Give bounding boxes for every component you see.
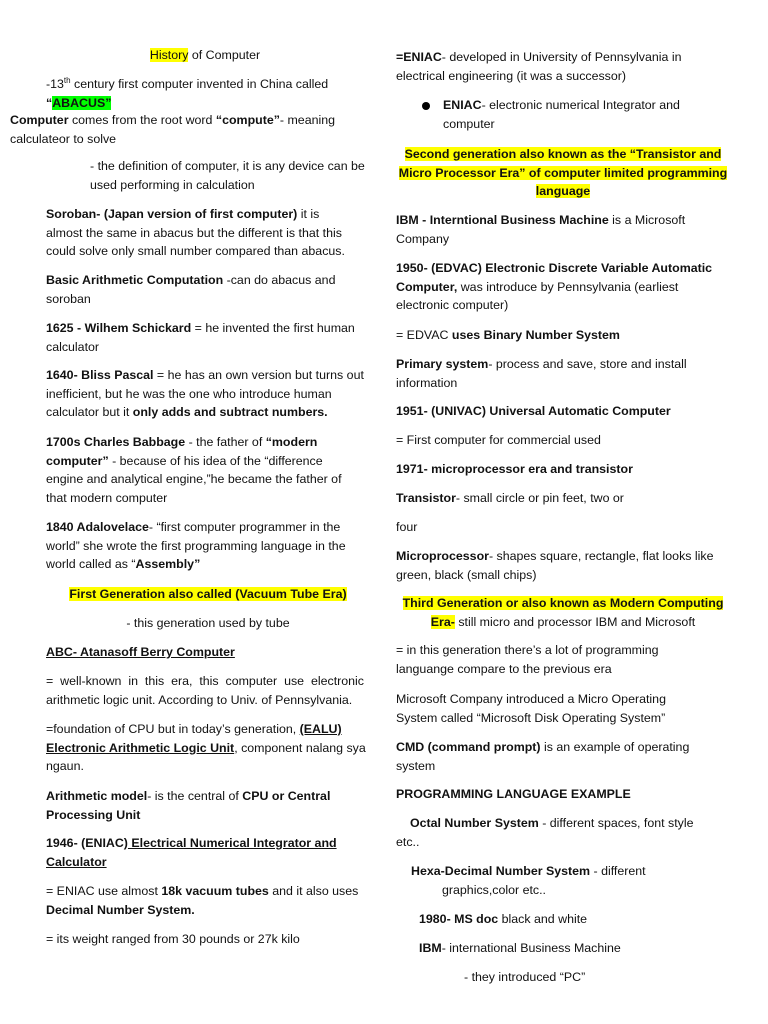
edvac-paragraph: 1950- (EDVAC) Electronic Discrete Variable Automatic Computer, was introduce by Pennsylvania (earliest electronic computer) xyxy=(396,261,713,312)
msdoc-paragraph: 1980- MS doc black and white xyxy=(419,912,588,926)
cmd-paragraph: CMD (command prompt) is an example of operating system xyxy=(396,740,690,773)
octal-paragraph: Octal Number System - different spaces, font style etc.. xyxy=(396,816,694,849)
hexa-paragraph: Hexa-Decimal Number System - different xyxy=(411,864,646,878)
hexa-continuation: graphics,color etc.. xyxy=(442,883,546,897)
eniac-use-paragraph: = ENIAC use almost 18k vacuum tubes and it also uses Decimal Number System. xyxy=(46,884,359,917)
third-generation-heading: Third Generation or also known as Modern Computing Era- still micro and processor IBM and Microsoft xyxy=(402,596,724,629)
abacus-paragraph: -13th century first computer invented in China called xyxy=(46,75,329,91)
microsoft-intro-paragraph: Microsoft Company introduced a Micro Operating System called “Microsoft Disk Operating System” xyxy=(396,692,666,725)
in-this-generation-paragraph: = in this generation there’s a lot of programming languange compare to the previous era xyxy=(396,643,659,676)
computer-definition-root: Computer comes from the root word “compute”- meaning calculateor to solve xyxy=(10,113,336,146)
schickard-paragraph: 1625 - Wilhem Schickard = he invented the first human calculator xyxy=(46,321,355,354)
eniac-1946-heading: 1946- (ENIAC) Electrical Numerical Integrator and Calculator xyxy=(46,836,337,869)
basic-arithmetic-paragraph: Basic Arithmetic Computation -can do abacus and soroban xyxy=(46,273,336,306)
foundation-paragraph: =foundation of CPU but in today’s generation, (EALU) Electronic Arithmetic Logic Unit, component nalang sya ngaun. xyxy=(46,722,366,773)
transistor-paragraph: Transistor- small circle or pin feet, two or xyxy=(396,491,624,505)
first-generation-heading: First Generation also called (Vacuum Tube Era) xyxy=(69,587,347,601)
ibm-international-paragraph: IBM- international Business Machine xyxy=(419,941,621,955)
programming-language-heading: PROGRAMMING LANGUAGE EXAMPLE xyxy=(396,787,631,801)
microprocessor-paragraph: Microprocessor- shapes square, rectangle, flat looks like green, black (small chips) xyxy=(396,549,714,582)
abc-heading: ABC- Atanasoff Berry Computer xyxy=(46,645,235,659)
abacus-word: “ABACUS” xyxy=(46,96,112,110)
univac-heading: 1951- (UNIVAC) Universal Automatic Computer xyxy=(396,404,671,418)
arithmetic-model-paragraph: Arithmetic model- is the central of CPU or Central Processing Unit xyxy=(46,789,331,822)
pascal-paragraph: 1640- Bliss Pascal = he has an own version but turns out inefficient, but he was the one who introduce human calculator but it only adds and subtract numbers. xyxy=(46,368,364,419)
babbage-paragraph: 1700s Charles Babbage - the father of “modern computer” - because of his idea of the “difference engine and analytical engine,”he became the father of that modern computer xyxy=(46,435,342,505)
primary-system-paragraph: Primary system- process and save, store and install information xyxy=(396,357,687,390)
edvac-binary-paragraph: = EDVAC uses Binary Number System xyxy=(396,328,620,342)
four-text: four xyxy=(396,520,418,534)
definition-paragraph: - the definition of computer, it is any device can be used performing in calculation xyxy=(90,159,365,192)
microprocessor-era-heading: 1971- microprocessor era and transistor xyxy=(396,462,633,476)
lovelace-paragraph: 1840 Adalovelace- “first computer programmer in the world” she wrote the first programming language in the world called as “Assembly” xyxy=(46,520,346,571)
first-generation-sub: - this generation used by tube xyxy=(126,616,290,630)
first-commercial-paragraph: = First computer for commercial used xyxy=(396,433,601,447)
eniac-bullet-item: ENIAC- electronic numerical Integrator and computer xyxy=(443,98,680,131)
pc-paragraph: - they introduced “PC” xyxy=(464,970,586,984)
ibm-paragraph: IBM - Interntional Business Machine is a Microsoft Company xyxy=(396,213,686,246)
well-known-paragraph: = well-known in this era, this computer use electronic arithmetic logic unit. According to Univ. of Pennsylvania. xyxy=(46,674,364,707)
eniac-paragraph: =ENIAC- developed in University of Pennsylvania in electrical engineering (it was a successor) xyxy=(396,50,682,83)
second-generation-heading: Second generation also known as the “Transistor and Micro Processor Era” of computer limited programming language xyxy=(398,147,728,198)
bullet-icon xyxy=(422,102,430,110)
soroban-paragraph: Soroban- (Japan version of first computer) it is almost the same in abacus but the different is that this could solve only small number compared than abacus. xyxy=(46,207,345,258)
page-title: History of Computer xyxy=(149,48,261,62)
weight-paragraph: = its weight ranged from 30 pounds or 27k kilo xyxy=(46,932,300,946)
